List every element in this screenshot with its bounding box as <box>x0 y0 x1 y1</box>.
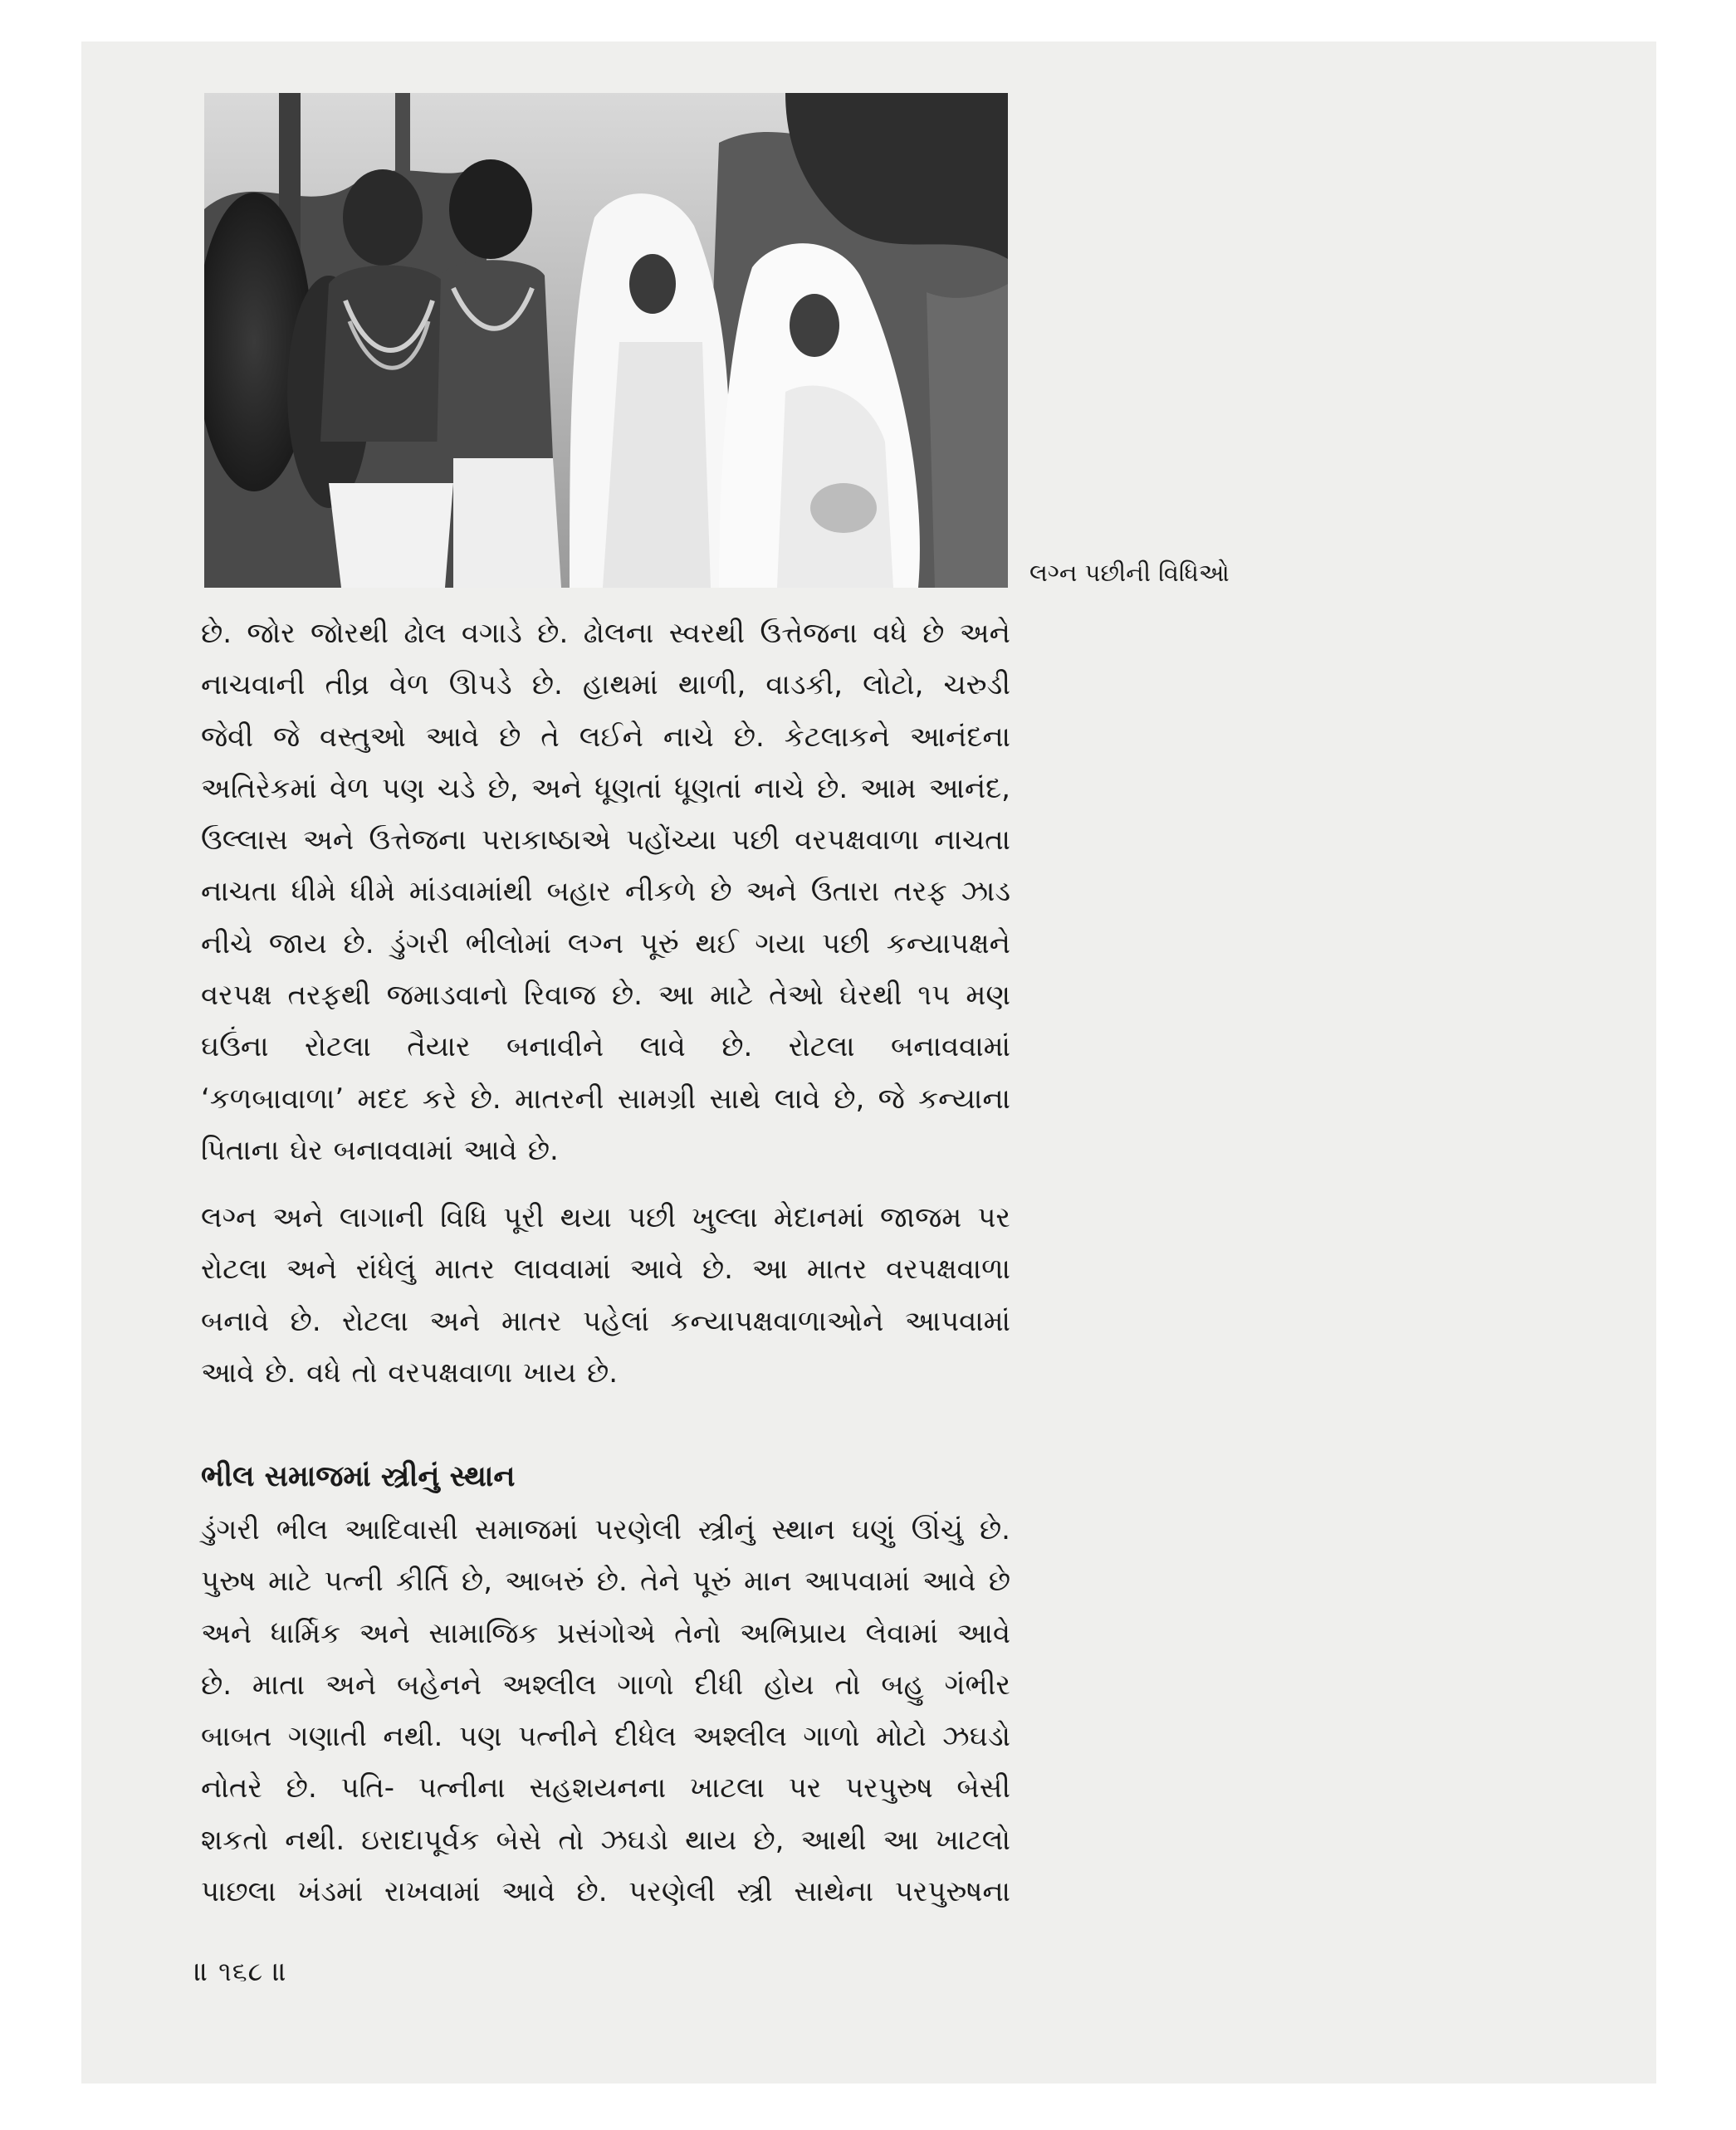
text-line: શકતો નથી. ઇરાદાપૂર્વક બેસે તો ઝઘડો થાય છે, આથી આ ખાટલો <box>201 1823 1010 1857</box>
photograph-icon <box>204 93 1008 588</box>
photo-caption: લગ્ન પછીની વિધિઓ <box>1029 559 1230 587</box>
text-line: ઘઉંના રોટલા તૈયાર બનાવીને લાવે છે. રોટલા બનાવવામાં <box>201 1030 1010 1064</box>
text-line: રોટલા અને રાંધેલું માતર લાવવામાં આવે છે. આ માતર વરપક્ષવાળા <box>201 1253 1010 1287</box>
text-line: નાચતા ધીમે ધીમે માંડવામાંથી બહાર નીકળે છે અને ઉતારા તરફ ઝાડ <box>201 875 1010 909</box>
paragraph-3 <box>201 1504 1010 1917</box>
wedding-photo <box>204 93 1008 588</box>
text-line: નાચવાની તીવ્ર વેળ ઊપડે છે. હાથમાં થાળી, વાડકી, લોટો, ચરુડી <box>201 668 1010 702</box>
text-line: નીચે જાય છે. ડુંગરી ભીલોમાં લગ્ન પૂરું થઈ ગયા પછી કન્યાપક્ષને <box>201 926 1010 960</box>
section-heading: ભીલ સમાજમાં સ્ત્રીનું સ્થાન <box>201 1460 516 1493</box>
text-line: બાબત ગણાતી નથી. પણ પત્નીને દીધેલ અશ્લીલ ગાળો મોટો ઝઘડો <box>201 1720 1010 1754</box>
text-line: પુરુષ માટે પત્ની કીર્તિ છે, આબરું છે. તેને પૂરું માન આપવામાં આવે છે <box>201 1565 1010 1599</box>
text-line: નોતરે છે. પતિ- પત્નીના સહશયનના ખાટલા પર પરપુરુષ બેસી <box>201 1771 1010 1805</box>
text-line: ‘કળબાવાળા’ મદદ કરે છે. માતરની સામગ્રી સાથે લાવે છે, જે કન્યાના <box>201 1082 1010 1116</box>
text-line: અતિરેકમાં વેળ પણ ચડે છે, અને ધૂણતાં ધૂણતાં નાચે છે. આમ આનંદ, <box>201 771 1010 805</box>
text-line: વરપક્ષ તરફથી જમાડવાનો રિવાજ છે. આ માટે તેઓ ઘેરથી ૧૫ મણ <box>201 979 1010 1013</box>
text-line: ઉલ્લાસ અને ઉત્તેજના પરાકાષ્ઠાએ પહોંચ્યા પછી વરપક્ષવાળા નાચતા <box>201 823 1010 857</box>
text-line: પાછલા ખંડમાં રાખવામાં આવે છે. પરણેલી સ્ત્રી સાથેના પરપુરુષના <box>201 1875 1010 1909</box>
paragraph-1 <box>201 608 1010 1176</box>
text-line: બનાવે છે. રોટલા અને માતર પહેલાં કન્યાપક્ષવાળાઓને આપવામાં <box>201 1304 1010 1338</box>
text-line: લગ્ન અને લાગાની વિધિ પૂરી થયા પછી ખુલ્લા મેદાનમાં જાજમ પર <box>201 1201 1010 1234</box>
text-line: આવે છે. વધે તો વરપક્ષવાળા ખાય છે. <box>201 1356 619 1390</box>
text-line: છે. માતા અને બહેનને અશ્લીલ ગાળો દીધી હોય તો બહુ ગંભીર <box>201 1668 1010 1702</box>
book-page <box>81 42 1656 2084</box>
text-line: પિતાના ઘેર બનાવવામાં આવે છે. <box>201 1133 559 1167</box>
text-line: છે. જોર જોરથી ઢોલ વગાડે છે. ઢોલના સ્વરથી ઉત્તેજના વધે છે અને <box>201 617 1010 650</box>
paragraph-2 <box>201 1192 1010 1399</box>
page-number: ॥ ૧૬૮ ॥ <box>194 1956 288 1987</box>
text-line: જેવી જે વસ્તુઓ આવે છે તે લઈને નાચે છે. કેટલાકને આનંદના <box>201 720 1010 754</box>
text-line: અને ધાર્મિક અને સામાજિક પ્રસંગોએ તેનો અભિપ્રાય લેવામાં આવે <box>201 1616 1010 1650</box>
text-line: ડુંગરી ભીલ આદિવાસી સમાજમાં પરણેલી સ્ત્રીનું સ્થાન ઘણું ઊંચું છે. <box>201 1513 1010 1546</box>
